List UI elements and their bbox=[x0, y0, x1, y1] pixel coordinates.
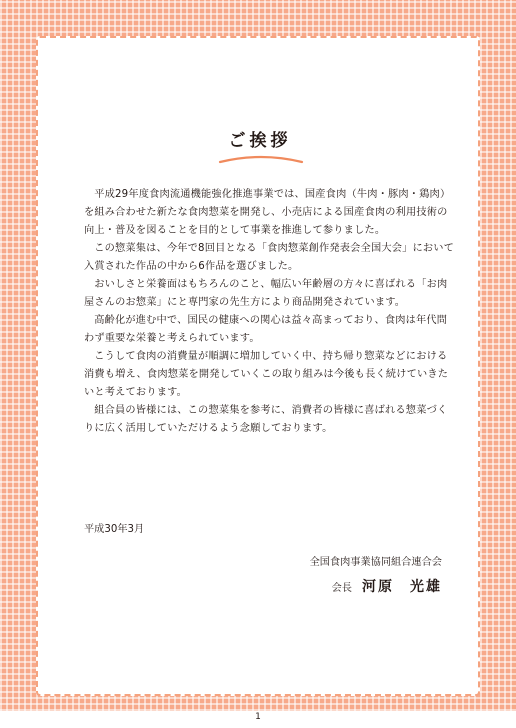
title-underline-swoosh bbox=[218, 152, 304, 166]
date-line: 平成30年3月 bbox=[84, 524, 145, 535]
paragraph: この惣菜集は、今年で8回目となる「食肉惣菜創作発表会全国大会」において入賞された作品の中から6作品を選びました。 bbox=[84, 243, 455, 272]
organization-name: 全国食肉事業協同組合連合会 bbox=[309, 557, 442, 568]
page-number: 1 bbox=[255, 712, 261, 722]
letter-card bbox=[36, 36, 480, 696]
paragraph: 組合員の皆様には、この惣菜集を参考に、消費者の皆様に喜ばれる惣菜づくりに広く活用していただけるよう念願しております。 bbox=[84, 405, 448, 434]
paragraph: 高齢化が進む中で、国民の健康への関心は益々高まっており、食肉は年代問わず重要な栄養と考えられています。 bbox=[84, 315, 448, 344]
paragraph: 平成29年度食肉流通機能強化推進事業では、国産食肉（牛肉・豚肉・鶏肉）を組み合わせた新たな食肉惣菜を開発し、小売店による国産食肉の利用技術の向上・普及を図ることを目的として事業を推進して参りました。 bbox=[84, 189, 451, 236]
paragraph: こうして食肉の消費量が順調に増加していく中、持ち帰り惣菜などにおける消費も増え、食肉惣菜を開発していくこの取り組みは今後も長く続けていきたいと考えております。 bbox=[84, 351, 449, 398]
page-title: ご挨拶 bbox=[228, 131, 292, 151]
paragraph: おいしさと栄養面はもちろんのこと、幅広い年齢層の方々に喜ばれる「お肉屋さんのお惣菜」にと専門家の先生方により商品開発されています。 bbox=[84, 279, 448, 308]
signer-name: 河原 光雄 bbox=[362, 579, 442, 595]
signature-line bbox=[332, 576, 442, 596]
greeting-body bbox=[84, 186, 456, 438]
signer-title: 会長 bbox=[331, 583, 352, 594]
